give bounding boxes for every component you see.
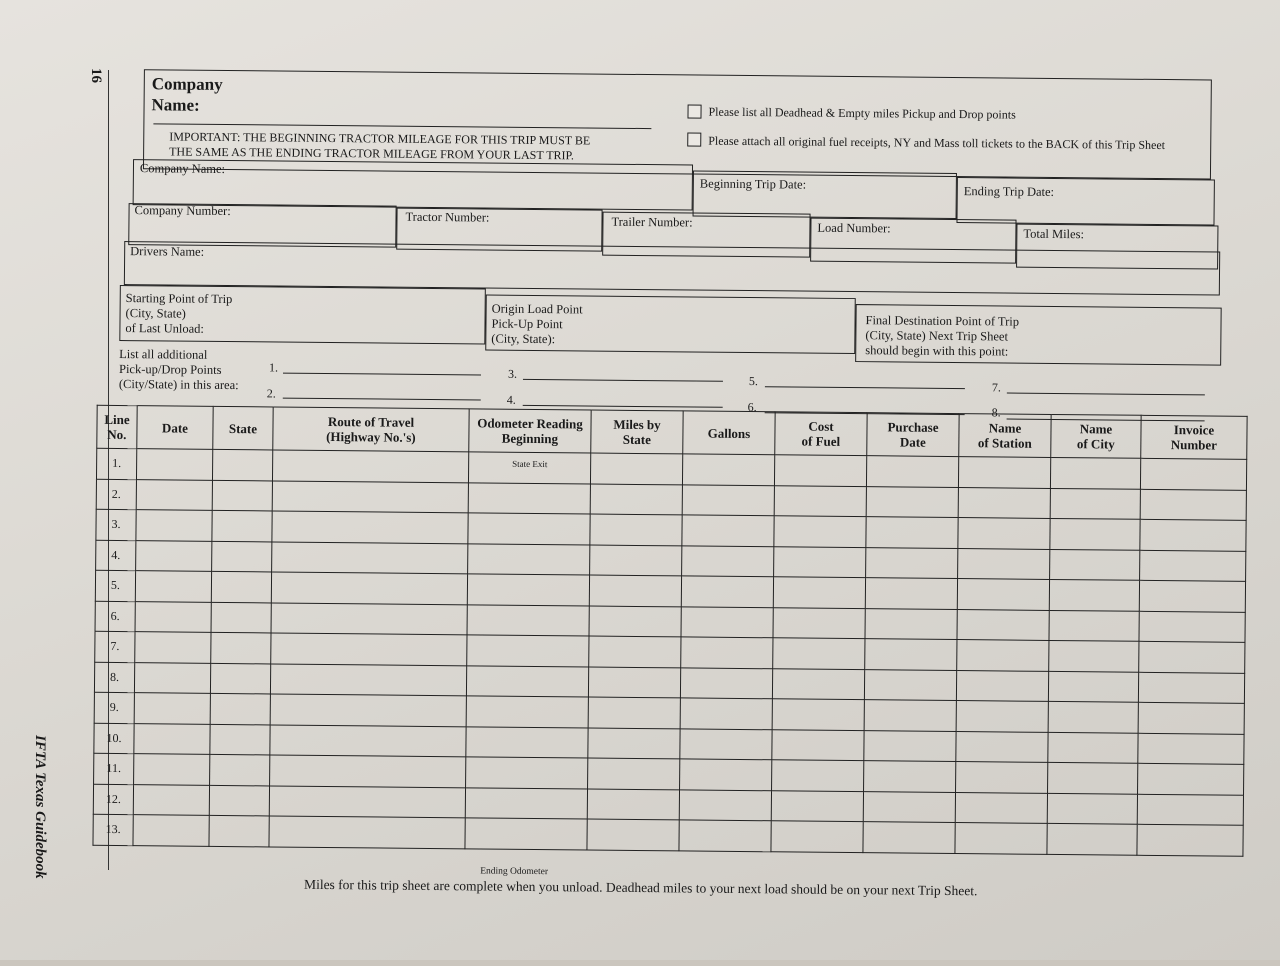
column-header: State <box>213 406 273 450</box>
table-cell[interactable] <box>269 785 465 817</box>
table-cell[interactable] <box>588 728 680 759</box>
table-cell[interactable] <box>864 730 956 761</box>
state-exit-note: State Exit <box>512 458 548 470</box>
line-number: 12. <box>93 784 133 815</box>
table-cell[interactable] <box>589 636 681 667</box>
column-header: Odometer Reading Beginning <box>469 409 591 453</box>
table-cell[interactable] <box>587 789 679 820</box>
table-cell[interactable] <box>136 510 212 541</box>
table-cell[interactable] <box>588 758 680 789</box>
deadhead-checkbox-label: Please list all Deadhead & Empty miles Pickup and Drop points <box>708 104 1016 122</box>
column-header: Cost of Fuel <box>775 412 867 456</box>
table-cell[interactable] <box>1138 702 1244 734</box>
column-header: Line No. <box>97 405 137 448</box>
table-cell[interactable] <box>590 453 682 484</box>
table-cell[interactable] <box>866 517 958 548</box>
table-cell[interactable] <box>1138 672 1244 704</box>
table-cell[interactable] <box>1049 579 1139 610</box>
table-cell[interactable] <box>957 609 1049 640</box>
table-cell[interactable] <box>1050 518 1140 549</box>
table-cell[interactable] <box>774 516 866 547</box>
fuel-receipts-checkbox-label: Please attach all original fuel receipts, NY and Mass toll tickets to the BACK of this Trip Sheet <box>708 133 1166 153</box>
table-cell[interactable] <box>1140 458 1246 490</box>
trailer-number-label: Trailer Number: <box>611 214 693 230</box>
table-cell[interactable] <box>774 455 866 486</box>
point-7-field[interactable] <box>1007 393 1205 396</box>
table-cell[interactable] <box>866 547 958 578</box>
table-cell[interactable] <box>134 723 210 754</box>
table-cell[interactable] <box>211 571 271 602</box>
line-number: 2. <box>96 479 136 510</box>
point-number: 3. <box>507 366 518 381</box>
table-cell[interactable] <box>270 694 466 726</box>
table-cell[interactable] <box>212 541 272 572</box>
table-cell[interactable] <box>863 791 955 822</box>
line-number: 13. <box>93 814 133 845</box>
line-number: 8. <box>94 662 134 693</box>
table-cell[interactable] <box>272 450 468 482</box>
table-cell[interactable] <box>865 639 957 670</box>
table-cell[interactable] <box>772 760 864 791</box>
table-cell[interactable] <box>587 819 679 850</box>
company-number-label: Company Number: <box>134 203 231 219</box>
table-cell[interactable] <box>1048 671 1138 702</box>
table-cell[interactable] <box>1050 549 1140 580</box>
table-cell[interactable] <box>1139 611 1245 643</box>
column-header: Route of Travel (Highway No.'s) <box>273 407 469 452</box>
table-cell[interactable] <box>958 457 1050 488</box>
table-cell[interactable] <box>864 669 956 700</box>
table-cell[interactable] <box>1050 457 1140 488</box>
deadhead-checkbox[interactable] <box>687 104 701 118</box>
table-cell[interactable] <box>271 572 467 604</box>
table-cell[interactable] <box>772 699 864 730</box>
company-name-heading: Company Name: <box>151 74 223 115</box>
table-cell[interactable] <box>1048 732 1138 763</box>
table-cell[interactable] <box>955 823 1047 854</box>
point-number: 5. <box>748 374 759 389</box>
line-number: 4. <box>96 540 136 571</box>
table-cell[interactable] <box>680 698 772 729</box>
table-cell[interactable] <box>864 761 956 792</box>
point-1-field[interactable] <box>283 373 481 376</box>
table-cell[interactable] <box>466 665 588 697</box>
table-cell[interactable] <box>588 697 680 728</box>
line-number: 1. <box>96 448 136 479</box>
table-cell[interactable] <box>210 693 270 724</box>
point-5-field[interactable] <box>765 386 965 389</box>
table-cell[interactable] <box>682 484 774 515</box>
table-cell[interactable] <box>589 575 681 606</box>
table-cell[interactable] <box>1137 794 1243 826</box>
table-cell[interactable] <box>679 820 771 851</box>
fuel-log-table <box>92 405 1247 857</box>
table-cell[interactable] <box>958 548 1050 579</box>
table-cell[interactable] <box>466 726 588 758</box>
table-cell[interactable] <box>467 574 589 606</box>
table-cell[interactable] <box>774 546 866 577</box>
table-cell[interactable] <box>467 604 589 636</box>
table-cell[interactable] <box>590 484 682 515</box>
table-cell[interactable] <box>588 667 680 698</box>
point-3-field[interactable] <box>523 379 723 382</box>
additional-points-label: List all additional Pick-up/Drop Points (City/State) in this area: <box>118 346 239 393</box>
guidebook-title: IFTA Texas Guidebook <box>32 735 48 879</box>
table-cell[interactable] <box>465 818 587 850</box>
table-cell[interactable] <box>681 576 773 607</box>
table-cell[interactable] <box>679 789 771 820</box>
table-cell[interactable] <box>956 701 1048 732</box>
final-destination-label: Final Destination Point of Trip (City, State) Next Trip Sheet should begin with this point: <box>865 313 1020 359</box>
table-cell[interactable] <box>1139 641 1245 673</box>
line-number: 6. <box>95 601 135 632</box>
starting-point-label: Starting Point of Trip (City, State) of Last Unload: <box>125 291 233 336</box>
table-cell[interactable] <box>958 487 1050 518</box>
column-header: Name of Station <box>959 414 1051 458</box>
table-cell[interactable] <box>957 579 1049 610</box>
table-cell[interactable] <box>211 602 271 633</box>
table-cell[interactable] <box>956 731 1048 762</box>
table-cell[interactable] <box>210 754 270 785</box>
footer-note: Miles for this trip sheet are complete when you unload. Deadhead miles to your next load should be on your next Trip Sheet. <box>304 876 978 899</box>
column-header: Miles by State <box>591 410 683 454</box>
table-cell[interactable] <box>272 511 468 543</box>
important-note: IMPORTANT: THE BEGINNING TRACTOR MILEAGE FOR THIS TRIP MUST BE THE SAME AS THE ENDING TRACTOR MILEAGE FROM YOUR LAST TRIP. <box>169 129 591 163</box>
table-cell[interactable] <box>771 821 863 852</box>
table-cell[interactable] <box>773 607 865 638</box>
table-cell[interactable] <box>270 724 466 756</box>
table-cell[interactable] <box>1139 580 1245 612</box>
table-cell[interactable] <box>680 759 772 790</box>
table-cell[interactable] <box>955 792 1047 823</box>
point-number: 7. <box>991 380 1001 395</box>
table-cell[interactable] <box>1047 793 1137 824</box>
column-header: Invoice Number <box>1141 415 1247 459</box>
table-cell[interactable] <box>957 640 1049 671</box>
table-cell[interactable] <box>590 545 682 576</box>
table-cell[interactable] <box>1138 763 1244 795</box>
table-cell[interactable] <box>468 482 590 514</box>
line-number: 10. <box>94 723 134 754</box>
table-cell[interactable] <box>210 663 270 694</box>
table-cell[interactable] <box>271 633 467 665</box>
table-cell[interactable] <box>1048 762 1138 793</box>
table-cell[interactable] <box>467 635 589 667</box>
table-cell[interactable] <box>682 545 774 576</box>
table-cell[interactable] <box>136 449 212 480</box>
table-cell[interactable] <box>772 668 864 699</box>
table-cell[interactable] <box>211 632 271 663</box>
table-cell[interactable] <box>271 602 467 634</box>
fuel-receipts-checkbox[interactable] <box>687 132 701 146</box>
column-header: Date <box>137 406 213 450</box>
line-number: 3. <box>96 509 136 540</box>
point-4-field[interactable] <box>523 405 723 408</box>
table-cell[interactable] <box>1140 550 1246 582</box>
table-cell[interactable] <box>958 518 1050 549</box>
table-cell[interactable] <box>1050 488 1140 519</box>
ending-odometer-note: Ending Odometer <box>480 866 549 878</box>
table-cell[interactable] <box>1049 640 1139 671</box>
table-cell[interactable] <box>212 449 272 480</box>
point-number: 8. <box>991 405 1001 420</box>
table-cell[interactable] <box>466 696 588 728</box>
table-cell[interactable] <box>136 479 212 510</box>
table-cell[interactable] <box>134 754 210 785</box>
table-cell[interactable] <box>866 456 958 487</box>
table-cell[interactable] <box>468 513 590 545</box>
table-cell[interactable] <box>682 515 774 546</box>
table-cell[interactable] <box>468 543 590 575</box>
table-cell[interactable] <box>1048 701 1138 732</box>
table-cell[interactable] <box>134 693 210 724</box>
table-cell[interactable] <box>465 787 587 819</box>
table-cell[interactable] <box>1140 489 1246 521</box>
table-cell[interactable] <box>135 601 211 632</box>
table-cell[interactable] <box>681 606 773 637</box>
point-2-field[interactable] <box>283 398 481 401</box>
table-cell[interactable] <box>133 815 209 846</box>
table-cell[interactable] <box>774 485 866 516</box>
table-cell[interactable] <box>212 480 272 511</box>
table-cell[interactable] <box>1140 519 1246 551</box>
origin-load-point-label: Origin Load Point Pick-Up Point (City, State): <box>491 301 583 347</box>
table-cell[interactable] <box>865 608 957 639</box>
table-cell[interactable] <box>272 480 468 512</box>
table-cell[interactable] <box>680 728 772 759</box>
column-header: Name of City <box>1051 414 1141 458</box>
line-number: 11. <box>94 753 134 784</box>
point-number: 2. <box>266 386 276 401</box>
table-cell[interactable] <box>466 757 588 789</box>
table-cell[interactable] <box>773 638 865 669</box>
page-number: 16 <box>88 68 104 83</box>
table-cell[interactable] <box>771 790 863 821</box>
column-header: Purchase Date <box>867 413 959 457</box>
line-number: 9. <box>94 692 134 723</box>
table-cell[interactable] <box>269 816 465 848</box>
table-cell[interactable] <box>865 578 957 609</box>
tractor-number-label: Tractor Number: <box>405 209 490 225</box>
table-cell[interactable] <box>956 762 1048 793</box>
table-cell[interactable] <box>866 486 958 517</box>
table-cell[interactable] <box>1047 823 1137 854</box>
beginning-trip-date-label: Beginning Trip Date: <box>699 176 807 192</box>
table-cell[interactable] <box>212 510 272 541</box>
table-cell[interactable] <box>135 632 211 663</box>
table-cell[interactable] <box>772 729 864 760</box>
drivers-name-label: Drivers Name: <box>130 244 205 259</box>
table-cell[interactable] <box>1138 733 1244 765</box>
table-cell[interactable] <box>680 667 772 698</box>
company-name-label: Company Name: <box>139 161 226 177</box>
table-cell[interactable] <box>134 662 210 693</box>
table-cell[interactable] <box>682 454 774 485</box>
point-number: 1. <box>268 360 279 375</box>
line-number: 5. <box>95 570 135 601</box>
table-cell[interactable] <box>135 571 211 602</box>
table-cell[interactable] <box>136 540 212 571</box>
ending-trip-date-label: Ending Trip Date: <box>963 184 1055 199</box>
table-cell[interactable] <box>590 514 682 545</box>
point-number: 6. <box>747 400 757 415</box>
table-cell[interactable] <box>773 577 865 608</box>
load-number-label: Load Number: <box>817 220 891 236</box>
table-cell[interactable] <box>210 724 270 755</box>
table-cell[interactable] <box>133 784 209 815</box>
table-cell[interactable] <box>209 785 269 816</box>
total-miles-label: Total Miles: <box>1023 226 1085 242</box>
table-cell[interactable] <box>864 700 956 731</box>
point-number: 4. <box>506 392 516 407</box>
table-cell[interactable] <box>1049 610 1139 641</box>
table-cell[interactable] <box>209 815 269 846</box>
line-number: 7. <box>95 631 135 662</box>
column-header: Gallons <box>683 411 775 455</box>
table-cell[interactable] <box>270 663 466 695</box>
table-cell[interactable] <box>272 541 468 573</box>
table-cell[interactable] <box>956 670 1048 701</box>
table-cell[interactable] <box>1137 824 1243 856</box>
table-cell[interactable] <box>863 822 955 853</box>
table-cell[interactable] <box>270 755 466 787</box>
table-cell[interactable] <box>589 606 681 637</box>
table-cell[interactable] <box>681 637 773 668</box>
